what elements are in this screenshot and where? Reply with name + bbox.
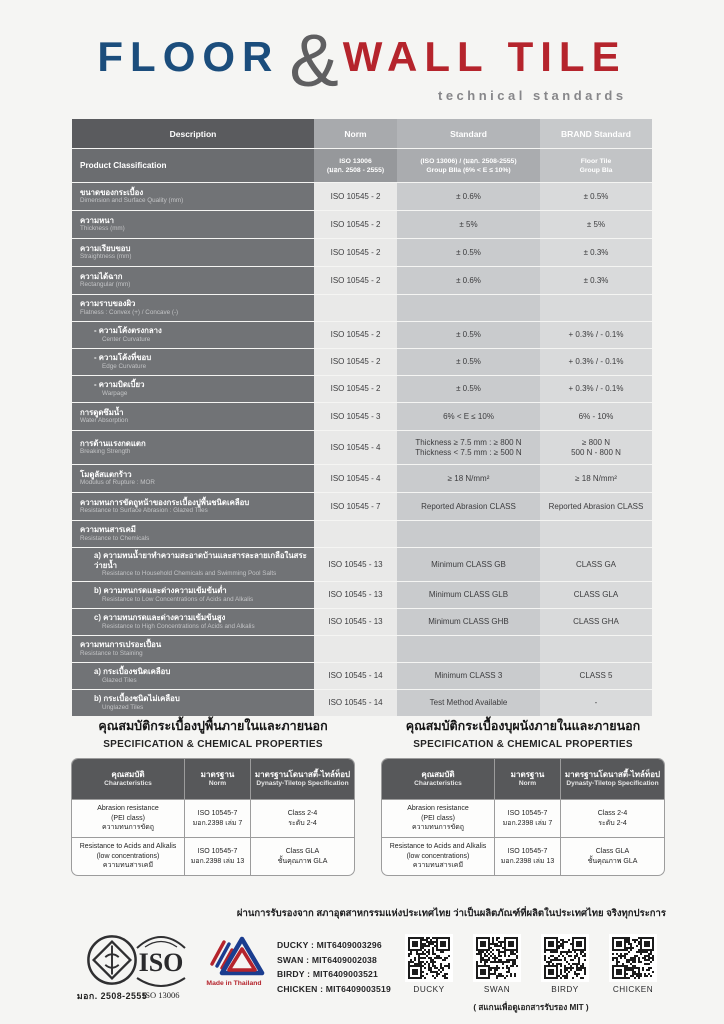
brand-cell: [540, 547, 652, 581]
cell-line: ISO 10545 - 2: [330, 330, 381, 339]
cell-line: Norm: [208, 779, 227, 787]
certificate-list: [277, 938, 391, 996]
cell-line: คุณสมบัติ: [111, 769, 145, 779]
cell-line: มอก.2398 เล่ม 7: [192, 819, 243, 827]
cell-line: Dynasty-Tiletop Specification: [566, 779, 659, 787]
table-cell: [314, 635, 397, 662]
description-thai: ความได้ฉาก: [80, 271, 123, 281]
cell-line: ISO 10545-7: [197, 810, 238, 817]
iso-globe-bottom-icon: [133, 976, 189, 988]
description-cell: [72, 492, 314, 520]
norm-cell: [314, 581, 397, 608]
norm-cell: [314, 547, 397, 581]
qr-caption: ( สแกนเพื่อดูเอกสารรับรอง MIT ): [473, 1003, 589, 1012]
cell-line: มาตรฐาน: [200, 769, 235, 779]
norm-cell: [314, 348, 397, 375]
spec-body-cell: [250, 837, 354, 875]
standard-cell: [397, 402, 540, 430]
cell-line: Class GLA: [595, 848, 630, 855]
cell-line: Norm: [518, 779, 537, 787]
norm-cell: [314, 238, 397, 266]
cell-line: ISO 13006: [339, 157, 372, 165]
qr-label: SWAN: [483, 985, 511, 994]
cell-line: ISO 10545-7: [197, 848, 238, 855]
table-cell: [540, 294, 652, 321]
description-cell: [72, 375, 314, 402]
cell-line: ± 0.5%: [456, 384, 481, 393]
description-thai: a) ความทนน้ำยาทำความสะอาดบ้านและสารละลายเกลือในสระว่ายน้ำ: [94, 551, 307, 570]
cell-line: Thickness ≥ 7.5 mm : ≥ 800 N: [415, 437, 522, 447]
description-english: Resistance to Household Chemicals and Swimming Pool Salts: [102, 570, 277, 577]
certificate-line: SWAN : MIT6409002038: [277, 954, 378, 965]
spec-section-wall: [381, 716, 665, 876]
tis-caption: มอก. 2508-2555: [76, 991, 148, 1001]
cell-line: มอก.2398 เล่ม 13: [190, 857, 245, 865]
cell-line: Minimum CLASS GLB: [428, 590, 509, 599]
cell-line: Floor Tile: [580, 157, 612, 165]
cell-line: Characteristics: [104, 779, 152, 787]
cell-line: ± 0.5%: [456, 357, 481, 366]
cell-line: ISO 10545 - 2: [330, 275, 381, 285]
spec-body-cell: [382, 837, 494, 875]
description-thai: ความเรียบขอบ: [80, 243, 131, 253]
cell-line: + 0.3% / - 0.1%: [568, 330, 624, 339]
cell-line: ± 0.5%: [456, 247, 481, 257]
subheader-description-cell: [72, 148, 314, 182]
cell-line: ≥ 18 N/mm²: [575, 473, 617, 483]
cell-line: CLASS GHA: [573, 617, 619, 626]
description-cell: [72, 321, 314, 348]
description-english: Resistance to High Concentrations of Acids and Alkalis: [102, 622, 255, 630]
description-english: Unglazed Tiles: [102, 703, 144, 711]
cell-line: ISO 10545 - 14: [328, 671, 383, 680]
cell-line: Resistance to Acids and Alkalis: [79, 843, 177, 851]
cell-line: Abrasion resistance: [97, 805, 159, 813]
made-in-thailand-icon: [202, 934, 266, 978]
description-thai: ความราบของผิว: [80, 299, 136, 309]
main-table: [72, 118, 652, 716]
description-cell: [72, 430, 314, 464]
cell-line: ISO 10545 - 7: [330, 501, 381, 511]
iso-wordmark: ISO: [138, 948, 184, 977]
cell-line: (มอก. 2508 - 2555): [326, 166, 385, 174]
cell-line: 6% < E ≤ 10%: [443, 411, 494, 421]
standard-cell: [397, 464, 540, 492]
cell-line: ISO 10545 - 2: [330, 247, 381, 257]
cell-line: Minimum CLASS 3: [434, 671, 503, 680]
description-thai: b) ความทนกรดและด่างความเข้มข้นต่ำ: [94, 586, 227, 596]
norm-cell: [314, 464, 397, 492]
brand-cell: [540, 430, 652, 464]
cell-line: มาตรฐานโดนาสตี้-ไทล์ท็อป: [254, 769, 351, 779]
brand-cell: [540, 266, 652, 294]
cell-line: ± 0.3%: [583, 275, 609, 285]
cell-line: -: [594, 698, 598, 707]
norm-cell: [314, 662, 397, 689]
table-cell: [540, 635, 652, 662]
cell-line: ± 0.3%: [583, 247, 609, 257]
brand-right-group: [343, 26, 627, 103]
description-thai: - ความโค้งที่ขอบ: [94, 353, 152, 363]
header-description-cell: [72, 118, 314, 148]
description-thai: b) กระเบื้องชนิดไม่เคลือบ: [94, 694, 180, 704]
cell-line: CLASS GA: [575, 559, 616, 569]
cell-line: ISO 10545-7: [507, 810, 548, 817]
standard-cell: [397, 210, 540, 238]
table-cell: [397, 294, 540, 321]
description-thai: - ความบิดเบี้ยว: [94, 380, 145, 390]
norm-cell: [314, 210, 397, 238]
iso-caption: ISO 13006: [142, 990, 180, 1000]
standard-cell: [397, 348, 540, 375]
qr-code-chicken: [609, 934, 657, 982]
spec-body-cell: [560, 799, 664, 837]
brand-word-floor: FLOOR: [97, 33, 280, 80]
subheader-norm-cell: [314, 148, 397, 182]
qr-label: DUCKY: [413, 985, 445, 994]
iso-logo-block: [128, 934, 194, 1000]
made-in-thailand-caption: Made in Thailand: [206, 980, 262, 987]
norm-cell: [314, 266, 397, 294]
cell-line: Class 2-4: [597, 810, 628, 817]
standard-cell: [397, 547, 540, 581]
description-cell: [72, 547, 314, 581]
table-cell: [397, 520, 540, 547]
description-english: Dimension and Surface Quality (mm): [80, 197, 184, 205]
description-cell: [72, 581, 314, 608]
description-english: Resistance to Staining: [80, 649, 143, 657]
description-cell: [72, 238, 314, 266]
cell-line: (PEI class): [111, 814, 145, 822]
subheader-standard-cell: [397, 148, 540, 182]
cell-line: ≥ 800 N: [582, 437, 610, 447]
cell-line: ISO 10545 - 14: [328, 698, 383, 707]
description-thai: - ความโค้งตรงกลาง: [94, 326, 162, 336]
cell-line: 6% - 10%: [578, 411, 614, 421]
ampersand-icon: &: [289, 19, 339, 102]
certificate-line: DUCKY : MIT6409003296: [277, 940, 382, 950]
standard-cell: [397, 662, 540, 689]
qr-item: [402, 934, 456, 994]
cell-line: (low concentrations): [96, 852, 160, 860]
cell-line: Characteristics: [414, 779, 462, 787]
table-cell: [540, 520, 652, 547]
standard-cell: [397, 492, 540, 520]
description-thai: ขนาดของกระเบื้อง: [80, 187, 144, 197]
cell-line: Description: [169, 128, 217, 139]
description-cell: [72, 294, 314, 321]
spec-body-cell: [72, 837, 184, 875]
cell-line: ISO 10545 - 13: [328, 590, 383, 599]
description-english: Resistance to Surface Abrasion : Glazed Tiles: [80, 507, 208, 515]
table-cell: [314, 520, 397, 547]
cell-line: Dynasty-Tiletop Specification: [256, 779, 349, 787]
spec-header-cell: [382, 759, 494, 799]
description-english: Modulus of Rupture : MOR: [80, 479, 155, 487]
cell-line: ≥ 18 N/mm²: [447, 473, 490, 483]
header-standard-cell: [397, 118, 540, 148]
cell-line: ± 0.6%: [456, 191, 481, 201]
cell-line: ± 0.5%: [583, 191, 609, 201]
qr-code-ducky: [405, 934, 453, 982]
description-cell: [72, 635, 314, 662]
description-cell: [72, 182, 314, 210]
header-brand-cell: [540, 118, 652, 148]
cell-line: Product Classification: [80, 161, 167, 170]
table-cell: [314, 294, 397, 321]
description-english: Rectangular (mm): [80, 281, 131, 289]
cell-line: ความทนสารเคมี: [412, 862, 464, 870]
brand-cell: [540, 581, 652, 608]
description-cell: [72, 402, 314, 430]
qr-item: [606, 934, 660, 994]
norm-cell: [314, 182, 397, 210]
spec-title-english: SPECIFICATION & CHEMICAL PROPERTIES: [413, 739, 633, 750]
cell-line: ISO 10545 - 2: [330, 357, 381, 366]
brand-subtitle: technical standards: [438, 88, 627, 103]
spec-title-english: SPECIFICATION & CHEMICAL PROPERTIES: [103, 739, 323, 750]
cell-line: ISO 10545 - 4: [330, 442, 381, 452]
brand-cell: [540, 321, 652, 348]
spec-section-floor: [71, 716, 355, 876]
spec-body-cell: [382, 799, 494, 837]
brand-cell: [540, 608, 652, 635]
norm-cell: [314, 430, 397, 464]
description-cell: [72, 464, 314, 492]
description-english: Resistance to Chemicals: [80, 534, 150, 542]
brand-cell: [540, 492, 652, 520]
description-thai: ความทนการเปรอะเปื้อน: [80, 640, 162, 650]
cell-line: ระดับ 2-4: [288, 819, 317, 827]
spec-header-cell: [560, 759, 664, 799]
cell-line: Group BIa: [579, 166, 613, 174]
cell-line: มาตรฐาน: [510, 769, 545, 779]
qr-item: [538, 934, 592, 994]
description-english: Edge Curvature: [102, 362, 147, 370]
description-english: Center Curvature: [102, 335, 151, 343]
cell-line: ISO 10545 - 2: [330, 219, 381, 229]
spec-body-cell: [494, 837, 560, 875]
standard-cell: [397, 689, 540, 716]
brand-cell: [540, 402, 652, 430]
cell-line: Resistance to Acids and Alkalis: [389, 843, 487, 851]
description-english: Resistance to Low Concentrations of Acids and Alkalis: [102, 595, 254, 603]
description-english: Thickness (mm): [80, 225, 125, 233]
description-thai: a) กระเบื้องชนิดเคลือบ: [94, 667, 171, 677]
cell-line: ISO 10545 - 3: [330, 411, 381, 421]
cell-line: Standard: [450, 128, 487, 139]
standard-cell: [397, 321, 540, 348]
standard-cell: [397, 581, 540, 608]
cell-line: มอก.2398 เล่ม 7: [502, 819, 553, 827]
cell-line: (low concentrations): [406, 852, 470, 860]
qr-code-row: [402, 934, 660, 994]
spec-body-cell: [72, 799, 184, 837]
cell-line: ISO 10545 - 4: [330, 473, 381, 483]
cell-line: Thickness < 7.5 mm : ≥ 500 N: [415, 447, 522, 457]
cell-line: ± 0.6%: [456, 275, 481, 285]
spec-header-cell: [494, 759, 560, 799]
cell-line: 500 N - 800 N: [571, 447, 621, 457]
certificate-line: BIRDY : MIT6409003521: [277, 969, 379, 979]
spec-table: [71, 758, 355, 876]
description-english: Water Absorption: [80, 417, 129, 425]
spec-header-cell: [250, 759, 354, 799]
spec-body-cell: [560, 837, 664, 875]
description-thai: ความทนสารเคมี: [80, 525, 136, 535]
description-english: Breaking Strength: [80, 448, 131, 456]
description-cell: [72, 689, 314, 716]
cell-line: ISO 10545 - 2: [330, 191, 381, 201]
description-thai: โมดูลัสแตกร้าว: [80, 469, 132, 479]
cell-line: ± 5%: [459, 219, 478, 229]
spec-title-thai: คุณสมบัติกระเบื้องบุผนังภายในและภายนอก: [405, 719, 641, 733]
description-thai: ความหนา: [80, 215, 114, 225]
cell-line: Minimum CLASS GHB: [428, 617, 509, 626]
brand-header: [0, 19, 724, 103]
cell-line: ISO 10545 - 13: [328, 617, 383, 626]
brand-cell: [540, 210, 652, 238]
qr-code-birdy: [541, 934, 589, 982]
spec-header-cell: [72, 759, 184, 799]
description-english: Glazed Tiles: [102, 676, 137, 684]
brand-word-wall-tile: WALL TILE: [342, 33, 627, 80]
spec-body-cell: [184, 837, 250, 875]
cell-line: ความทนการขัดถู: [411, 824, 465, 832]
description-cell: [72, 266, 314, 294]
cell-line: Minimum CLASS GB: [431, 559, 506, 569]
brand-cell: [540, 689, 652, 716]
brand-cell: [540, 464, 652, 492]
cell-line: Class 2-4: [287, 810, 318, 817]
made-in-thailand-block: [196, 934, 272, 987]
subheader-brand-cell: [540, 148, 652, 182]
norm-cell: [314, 689, 397, 716]
cell-line: ความทนการขัดถู: [101, 824, 155, 832]
description-cell: [72, 348, 314, 375]
qr-code-swan: [473, 934, 521, 982]
spec-title-thai: คุณสมบัติกระเบื้องปูพื้นภายในและภายนอก: [98, 719, 328, 733]
cell-line: Abrasion resistance: [407, 805, 469, 813]
description-thai: การดูดซึมน้ำ: [80, 407, 124, 417]
cell-line: ± 0.5%: [456, 330, 481, 339]
cell-line: + 0.3% / - 0.1%: [568, 384, 624, 393]
cell-line: Group BIIa (6% < E ≤ 10%): [426, 166, 511, 174]
norm-cell: [314, 492, 397, 520]
cell-line: มอก.2398 เล่ม 13: [500, 857, 555, 865]
qr-label: BIRDY: [551, 985, 579, 994]
brand-cell: [540, 662, 652, 689]
description-cell: [72, 662, 314, 689]
cell-line: Norm: [344, 128, 367, 139]
cell-line: CLASS 5: [579, 671, 613, 680]
cell-line: ชั้นคุณภาพ GLA: [277, 857, 328, 865]
cell-line: Class GLA: [285, 848, 320, 855]
cell-line: Reported Abrasion CLASS: [548, 501, 644, 511]
cell-line: + 0.3% / - 0.1%: [568, 357, 624, 366]
description-english: Flatness : Convex (+) / Concave (-): [80, 308, 179, 316]
cell-line: ISO 10545 - 13: [328, 559, 383, 569]
brand-cell: [540, 238, 652, 266]
description-english: Straightness (mm): [80, 253, 132, 261]
spec-body-cell: [494, 799, 560, 837]
spec-body-cell: [184, 799, 250, 837]
cell-line: (PEI class): [421, 814, 455, 822]
cell-line: (ISO 13006) / (มอก. 2508-2555): [420, 157, 517, 165]
standard-cell: [397, 182, 540, 210]
certification-statement: ผ่านการรับรองจาก สภาอุตสาหกรรมแห่งประเทศไทย ว่าเป็นผลิตภัณฑ์ที่ผลิตในประเทศไทย จริงทุกประการ: [236, 908, 666, 919]
cell-line: CLASS GLA: [573, 590, 619, 599]
cell-line: ISO 10545 - 2: [330, 384, 381, 393]
standard-cell: [397, 608, 540, 635]
description-cell: [72, 608, 314, 635]
qr-label: CHICKEN: [612, 985, 654, 994]
cell-line: Test Method Available: [429, 698, 508, 707]
description-cell: [72, 520, 314, 547]
standard-cell: [397, 430, 540, 464]
standard-cell: [397, 238, 540, 266]
cell-line: Reported Abrasion CLASS: [421, 501, 516, 511]
brand-cell: [540, 375, 652, 402]
certificate-line: CHICKEN : MIT6409003519: [277, 983, 391, 994]
header-norm-cell: [314, 118, 397, 148]
description-thai: c) ความทนกรดและด่างความเข้มข้นสูง: [94, 613, 226, 623]
description-cell: [72, 210, 314, 238]
brand-cell: [540, 348, 652, 375]
cell-line: มาตรฐานโดนาสตี้-ไทล์ท็อป: [564, 769, 661, 779]
spec-table: [381, 758, 665, 876]
cell-line: BRAND Standard: [561, 128, 631, 139]
description-thai: ความทนการขัดถูหน้าของกระเบื้องปูพื้นชนิดเคลือบ: [80, 497, 250, 507]
cell-line: คุณสมบัติ: [421, 769, 455, 779]
norm-cell: [314, 321, 397, 348]
cell-line: ± 5%: [586, 219, 606, 229]
description-english: Warpage: [102, 389, 128, 397]
standard-cell: [397, 375, 540, 402]
norm-cell: [314, 402, 397, 430]
norm-cell: [314, 375, 397, 402]
qr-item: [470, 934, 524, 994]
cell-line: ISO 10545-7: [507, 848, 548, 855]
standard-cell: [397, 266, 540, 294]
brand-cell: [540, 182, 652, 210]
spec-header-cell: [184, 759, 250, 799]
description-thai: การต้านแรงกดแตก: [80, 438, 146, 448]
table-cell: [397, 635, 540, 662]
norm-cell: [314, 608, 397, 635]
spec-body-cell: [250, 799, 354, 837]
cell-line: ชั้นคุณภาพ GLA: [587, 857, 638, 865]
cell-line: ความทนสารเคมี: [102, 862, 154, 870]
cell-line: ระดับ 2-4: [598, 819, 627, 827]
